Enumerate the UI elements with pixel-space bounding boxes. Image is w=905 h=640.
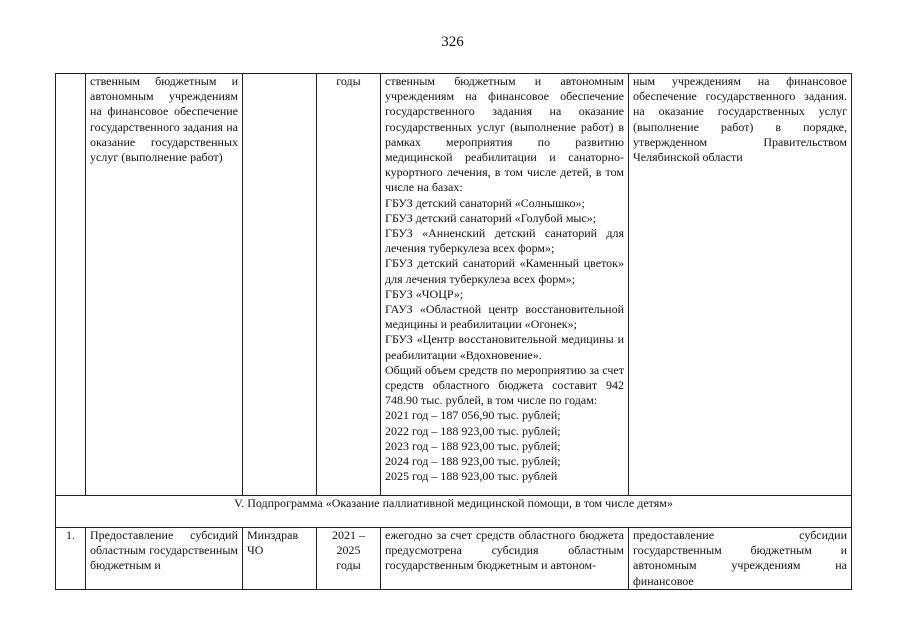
institution-item: ГАУЗ «Областной центр восстановительной медицины и реабилитации «Огонек»; <box>385 302 624 332</box>
result-cell: предоставление субсидии государственным бюджетным и автономным учреждениям на финансовое <box>629 528 852 590</box>
table-row-1 <box>56 528 852 590</box>
period-cell <box>317 528 381 590</box>
executor-cell <box>243 74 317 496</box>
institution-item: ГБУЗ детский санаторий «Голубой мыс»; <box>385 210 597 225</box>
funding-year: 2021 год – 187 056,90 тыс. рублей; <box>385 408 561 423</box>
institution-item: ГБУЗ детский санаторий «Солнышко»; <box>385 195 585 210</box>
funding-year: 2024 год – 188 923,00 тыс. рублей; <box>385 454 561 469</box>
funding-year: 2025 год – 188 923,00 тыс. рублей <box>385 469 558 484</box>
row-number-cell: 1. <box>56 528 86 590</box>
result-cell: ным учреждениям на финансовое обеспечение государственного задания. на оказание государственных услуг (выполнение работ) в порядке, утвержденном Правительством Челябинской области <box>629 74 852 496</box>
measure-name-cell: ственным бюджетным и автономным учреждениям на финансовое обеспечение государственного задания на оказание государственных услуг (выполнение работ) <box>86 74 243 496</box>
institution-item: ГБУЗ детский санаторий «Каменный цветок» для лечения туберкулеза всех форм»; <box>385 256 624 286</box>
period-end: 2025 <box>336 543 361 558</box>
period-cell: годы <box>317 74 381 496</box>
funding-total: Общий объем средств по мероприятию за счет средств областного бюджета составит 942 748.90 тыс. рублей, в том числе по годам: <box>385 362 624 408</box>
institution-item: ГБУЗ «ЧОЦР»; <box>385 286 464 301</box>
section-row <box>56 496 852 528</box>
institution-item: ГБУЗ «Центр восстановительной медицины и реабилитации «Вдохновение». <box>385 332 624 362</box>
funding-year: 2023 год – 188 923,00 тыс. рублей; <box>385 438 561 453</box>
funding-year: 2022 год – 188 923,00 тыс. рублей; <box>385 423 561 438</box>
institution-item: ГБУЗ «Анненский детский санаторий для лечения туберкулеза всех форм»; <box>385 226 624 256</box>
section-title: V. Подпрограмма «Оказание паллиативной медицинской помощи, в том числе детям» <box>56 496 852 528</box>
table-row-continued <box>56 74 852 496</box>
description-cell <box>381 74 629 496</box>
period-unit: годы <box>336 558 361 573</box>
description-intro: ственным бюджетным и автономным учреждениям на финансовое обеспечение государственного задания на оказание государственных услуг (выполнение работ) в рамках мероприятия по развитию медицинской реабилитации и санаторно-курортного лечения, в том числе детей, в том числе на базах: <box>385 74 624 195</box>
measure-name-cell: Предоставление субсидий областным государственным бюджетным и <box>86 528 243 590</box>
period-start: 2021 – <box>332 528 365 542</box>
program-table <box>55 73 852 590</box>
description-cell: ежегодно за счет средств областного бюджета предусмотрена субсидия областным государственным бюджетным и автоном- <box>381 528 629 590</box>
executor-cell: Минздрав ЧО <box>243 528 317 590</box>
row-number-cell <box>56 74 86 496</box>
page-number: 326 <box>441 34 464 50</box>
